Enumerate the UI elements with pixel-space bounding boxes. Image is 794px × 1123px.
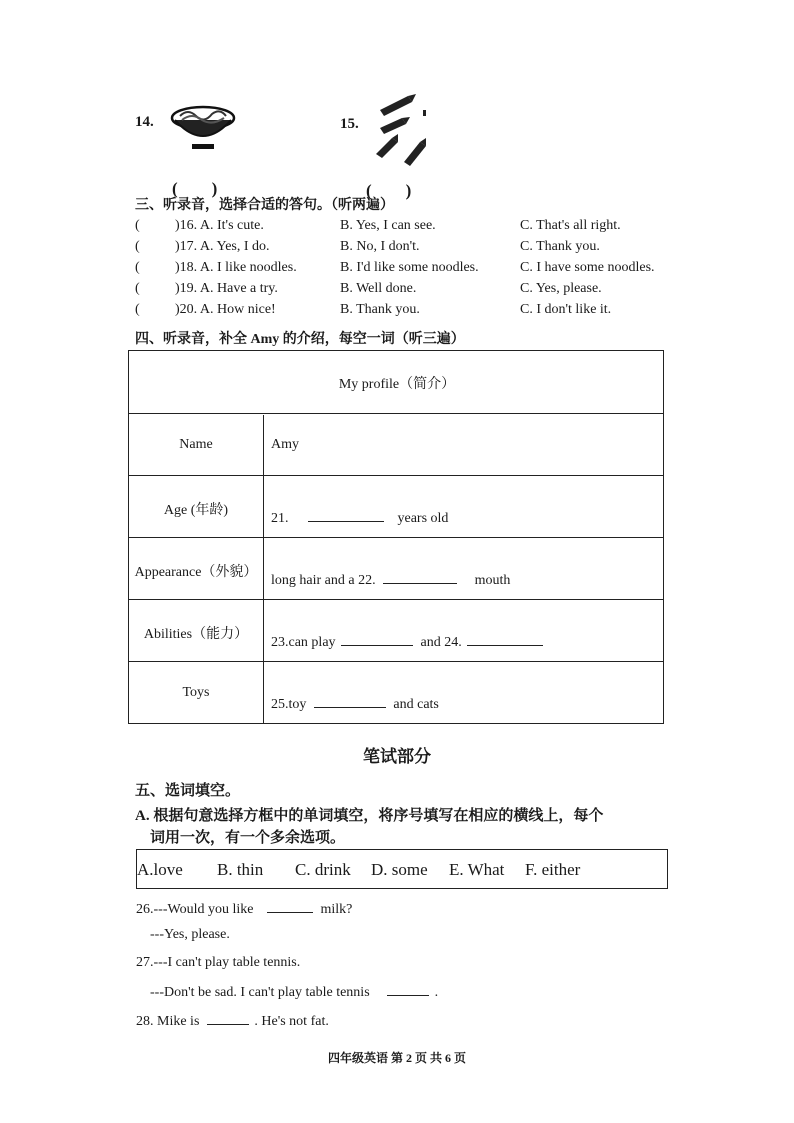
- appearance-prefix: long hair and a 22.: [271, 573, 376, 588]
- row-value-age: [271, 509, 448, 527]
- option-b: B. Thank you.: [340, 302, 420, 317]
- option-c: C. Thank you.: [520, 239, 600, 254]
- option-c: C. I don't like it.: [520, 302, 612, 317]
- option-what: E. What: [449, 860, 505, 879]
- option-b: B. I'd like some noodles.: [340, 260, 479, 275]
- row-value-name: Amy: [271, 437, 299, 452]
- blank-26[interactable]: [267, 900, 313, 913]
- crayons-icon: [370, 92, 440, 170]
- q28-suffix: . He's not fat.: [254, 1014, 329, 1029]
- row-divider: [129, 413, 663, 414]
- q26-suffix: milk?: [320, 902, 353, 917]
- option-b: B. Well done.: [340, 281, 417, 296]
- row-divider: [129, 475, 663, 476]
- blank-27[interactable]: [387, 983, 429, 996]
- question-27: 27.---I can't play table tennis.: [136, 955, 301, 970]
- age-suffix: years old: [397, 511, 449, 526]
- toys-prefix: 25.toy: [271, 697, 307, 712]
- row-label-toys: Toys: [182, 685, 210, 700]
- option-a: )18. A. I like noodles.: [175, 260, 297, 275]
- blank-24[interactable]: [467, 633, 543, 646]
- row-label-abilities: Abilities（能力）: [143, 627, 249, 642]
- profile-table: [128, 350, 664, 724]
- option-a: )17. A. Yes, I do.: [175, 239, 270, 254]
- blank-23[interactable]: [341, 633, 413, 646]
- option-some: D. some: [371, 860, 428, 879]
- option-a: )16. A. It's cute.: [175, 218, 264, 233]
- row-label-name: Name: [179, 437, 213, 452]
- item-14-answer-blank[interactable]: ( ): [172, 179, 218, 198]
- option-a: )19. A. Have a try.: [175, 281, 278, 296]
- toys-suffix: and cats: [393, 697, 439, 712]
- answer-paren[interactable]: (: [135, 302, 140, 317]
- q27-reply-line: [150, 983, 438, 1001]
- profile-title: My profile（简介）: [338, 377, 456, 392]
- appearance-suffix: mouth: [474, 573, 511, 588]
- answer-paren[interactable]: (: [135, 281, 140, 296]
- row-value-abilities: [271, 633, 543, 651]
- noodle-bowl-icon: [168, 100, 238, 152]
- row-value-appearance: [271, 571, 510, 589]
- column-divider: [263, 415, 264, 723]
- written-part-title: 笔试部分: [363, 747, 431, 766]
- option-either: F. either: [525, 860, 581, 879]
- option-b: B. Yes, I can see.: [340, 218, 436, 233]
- blank-22[interactable]: [383, 571, 457, 584]
- item-15-number: 15.: [340, 116, 359, 132]
- item-14-number: 14.: [135, 114, 154, 130]
- blank-25[interactable]: [314, 695, 386, 708]
- section4-heading: 四、听录音，补全 Amy 的介绍，每空一词（听三遍）: [135, 332, 465, 347]
- word-options-box: [136, 849, 668, 889]
- option-drink: C. drink: [295, 860, 351, 879]
- age-prefix: 21.: [271, 511, 289, 526]
- abilities-mid: and 24.: [420, 635, 462, 650]
- q26-reply: ---Yes, please.: [150, 927, 230, 942]
- option-c: C. Yes, please.: [520, 281, 602, 296]
- answer-paren[interactable]: (: [135, 260, 140, 275]
- row-label-age: Age (年龄): [163, 503, 229, 518]
- row-value-toys: [271, 695, 439, 713]
- section5-heading: 五、选词填空。: [135, 783, 241, 799]
- row-divider: [129, 537, 663, 538]
- q26-prompt: 26.---Would you like: [136, 902, 254, 917]
- row-divider: [129, 599, 663, 600]
- row-label-appearance: Appearance（外貌）: [134, 565, 258, 580]
- blank-28[interactable]: [207, 1012, 249, 1025]
- blank-21[interactable]: [308, 509, 384, 522]
- option-c: C. I have some noodles.: [520, 260, 655, 275]
- question-26: [136, 900, 352, 918]
- question-28: [136, 1012, 329, 1030]
- section5-instruction-line1: A. 根据句意选择方框中的单词填空，将序号填写在相应的横线上，每个: [135, 808, 604, 824]
- q27-end: .: [434, 985, 439, 1000]
- q28-prompt: 28. Mike is: [136, 1014, 200, 1029]
- q27-reply: ---Don't be sad. I can't play table tennis: [150, 985, 370, 1000]
- option-a: )20. A. How nice!: [175, 302, 276, 317]
- answer-paren[interactable]: (: [135, 218, 140, 233]
- option-b: B. No, I don't.: [340, 239, 420, 254]
- page-footer: 四年级英语 第 2 页 共 6 页: [327, 1051, 466, 1065]
- section5-instruction-line2: 词用一次，有一个多余选项。: [150, 830, 346, 846]
- option-thin: B. thin: [217, 860, 264, 879]
- option-love: A.love: [137, 860, 183, 879]
- row-divider: [129, 661, 663, 662]
- item-15-answer-blank[interactable]: ( ): [366, 181, 412, 200]
- abilities-prefix: 23.can play: [271, 635, 336, 650]
- section3-heading: 三、听录音，选择合适的答句。（听两遍）: [135, 198, 394, 213]
- option-c: C. That's all right.: [520, 218, 621, 233]
- answer-paren[interactable]: (: [135, 239, 140, 254]
